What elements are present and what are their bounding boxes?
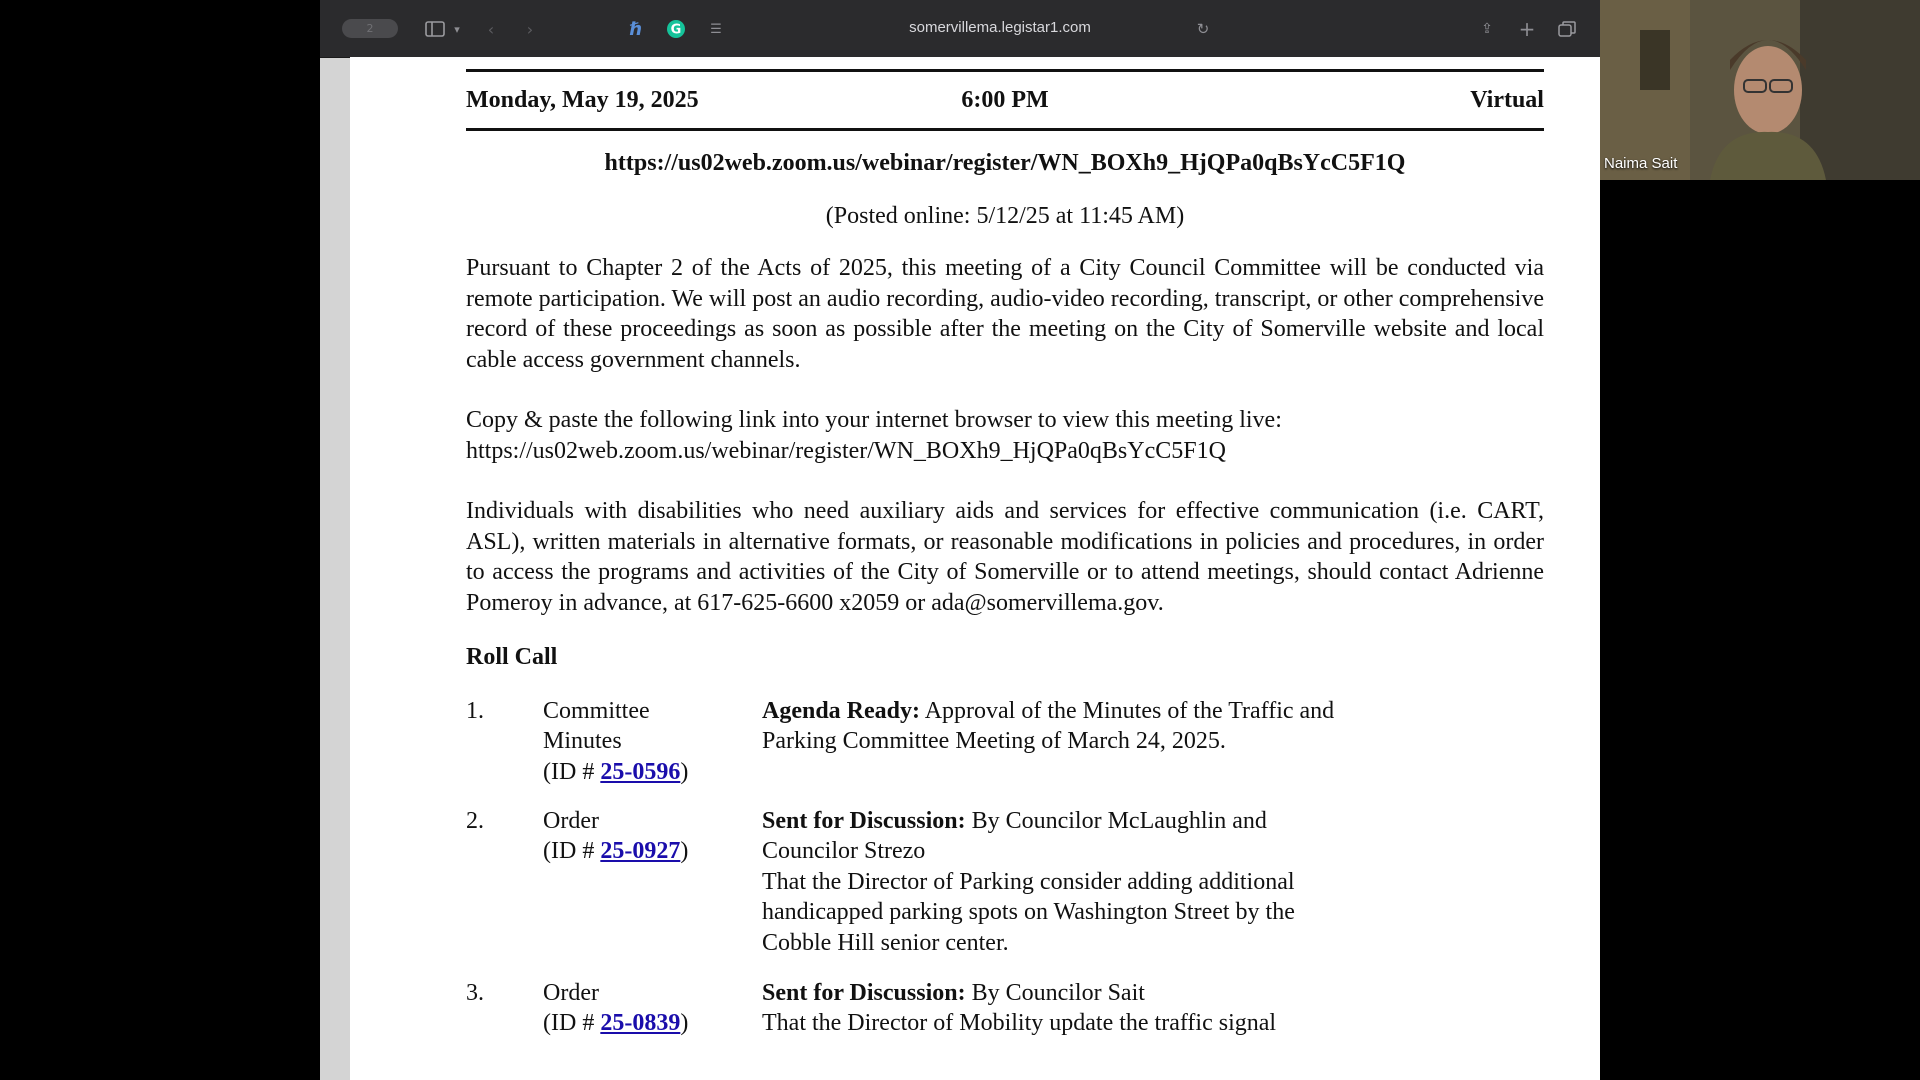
chevron-down-icon[interactable]: ▾ bbox=[454, 22, 460, 36]
agenda-item bbox=[466, 806, 1544, 978]
item-type: Order bbox=[543, 979, 599, 1006]
item-id-link[interactable]: 25-0596 bbox=[600, 758, 681, 785]
item-status: Sent for Discussion: bbox=[762, 807, 966, 834]
item-desc-detail: That the Director of Parking consider adding additional handicapped parking spots on Washington Street by the Cobble Hill senior center. bbox=[762, 868, 1295, 956]
grammarly-icon[interactable] bbox=[663, 16, 689, 42]
item-number: 1. bbox=[466, 697, 484, 724]
meeting-location: Virtual bbox=[1470, 86, 1544, 113]
meeting-date: Monday, May 19, 2025 bbox=[466, 86, 699, 113]
address-bar-url[interactable]: somervillema.legistar1.com bbox=[909, 19, 1091, 36]
item-id-link[interactable]: 25-0927 bbox=[600, 838, 681, 864]
tab-count: 2 bbox=[366, 22, 374, 35]
item-type-column bbox=[543, 696, 733, 788]
extension-h-icon[interactable]: ℏ bbox=[629, 18, 643, 40]
item-number: 2. bbox=[466, 807, 484, 834]
item-id-prefix: (ID # bbox=[543, 838, 601, 864]
roll-call-heading: Roll Call bbox=[466, 644, 558, 670]
item-id-suffix: ) bbox=[680, 1010, 689, 1036]
live-link-instruction: Copy & paste the following link into your internet browser to view this meeting live: bbox=[466, 407, 1282, 433]
bottom-rule bbox=[466, 128, 1544, 131]
remote-participation-paragraph: Pursuant to Chapter 2 of the Acts of 2025, this meeting of a City Council Committee will be conducted via remote participation. We will post an audio recording, audio-video recording, transcript, or other comprehensive record of these proceedings as soon as possible after the meeting on the City of Somerville website and local cable access government channels. bbox=[466, 255, 1544, 373]
tab-group-pill[interactable] bbox=[342, 19, 398, 38]
share-icon[interactable]: ⇪ bbox=[1481, 21, 1493, 37]
participant-video bbox=[1600, 0, 1920, 180]
pdf-page[interactable] bbox=[350, 57, 1600, 1080]
item-desc-detail: That the Director of Mobility update the traffic signal bbox=[762, 1010, 1277, 1036]
new-tab-icon[interactable]: + bbox=[1518, 17, 1536, 41]
agenda-item bbox=[466, 696, 1544, 806]
item-desc: Approval of the Minutes of the Traffic and Parking Committee Meeting of March 24, 2025. bbox=[762, 697, 1335, 754]
agenda-document bbox=[466, 57, 1544, 1058]
item-type: Committee Minutes bbox=[543, 697, 650, 754]
agenda-item bbox=[466, 978, 1544, 1058]
item-description bbox=[762, 806, 1352, 959]
item-desc: By Councilor Sait bbox=[965, 979, 1145, 1006]
meeting-header bbox=[466, 72, 1544, 128]
browser-window bbox=[320, 0, 1600, 1080]
browser-toolbar bbox=[320, 0, 1600, 58]
reload-icon[interactable]: ↻ bbox=[1196, 20, 1210, 38]
item-id-prefix: (ID # bbox=[543, 1010, 601, 1036]
forward-icon[interactable]: › bbox=[526, 19, 534, 39]
meeting-time: 6:00 PM bbox=[961, 86, 1049, 113]
item-id-prefix: (ID # bbox=[543, 758, 601, 785]
item-desc: By Councilor McLaughlin and Councilor Strezo bbox=[762, 807, 1267, 864]
accessibility-paragraph: Individuals with disabilities who need auxiliary aids and services for effective communication (i.e. CART, ASL), written materials in alternative formats, or reasonable modifications in policies and procedures, in order to access the programs and activities of the City of Somerville or to attend meetings, should contact Adrienne Pomeroy in advance, at 617-625-6600 x2059 or ada@somervillema.gov. bbox=[466, 498, 1544, 616]
item-description bbox=[762, 696, 1352, 757]
item-number: 3. bbox=[466, 979, 484, 1006]
zoom-link-heading[interactable]: https://us02web.zoom.us/webinar/register/WN_BOXh9_HjQPa0qBsYcC5F1Q bbox=[604, 150, 1406, 176]
tab-overview-icon[interactable] bbox=[1554, 16, 1580, 42]
back-icon[interactable]: ‹ bbox=[487, 19, 495, 39]
live-link-paragraph bbox=[466, 405, 1544, 466]
item-status: Agenda Ready: bbox=[762, 697, 921, 724]
item-type-column bbox=[543, 806, 733, 867]
item-status: Sent for Discussion: bbox=[762, 979, 966, 1006]
live-link-url[interactable]: https://us02web.zoom.us/webinar/register/WN_BOXh9_HjQPa0qBsYcC5F1Q bbox=[466, 437, 1226, 464]
item-type: Order bbox=[543, 807, 599, 834]
item-id-suffix: ) bbox=[680, 758, 689, 785]
participant-video-tile[interactable] bbox=[1600, 0, 1920, 180]
item-description bbox=[762, 978, 1352, 1039]
item-type-column bbox=[543, 978, 733, 1039]
item-id-link[interactable]: 25-0839 bbox=[600, 1010, 681, 1036]
reader-icon[interactable]: ☰ bbox=[710, 21, 722, 37]
posted-date: (Posted online: 5/12/25 at 11:45 AM) bbox=[825, 202, 1185, 229]
participant-name: Naima Sait bbox=[1604, 155, 1678, 172]
item-id-suffix: ) bbox=[680, 838, 689, 864]
svg-text:G: G bbox=[670, 22, 682, 38]
